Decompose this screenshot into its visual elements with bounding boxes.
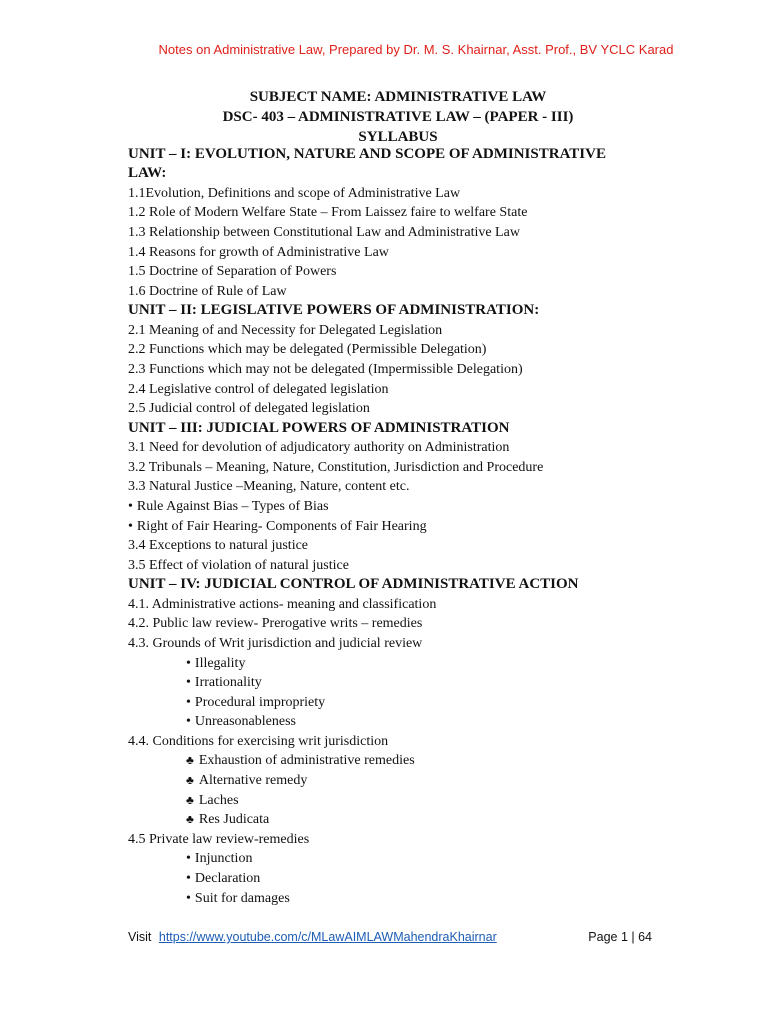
syllabus-item [128, 830, 648, 850]
line-text: 2.5 Judicial control of delegated legislation [128, 401, 370, 417]
syllabus-item [128, 184, 648, 204]
line-text: Suit for damages [194, 890, 290, 906]
subject-name-title: SUBJECT NAME: ADMINISTRATIVE LAW [249, 89, 547, 105]
line-text: Laches [198, 792, 239, 808]
bullet-item [128, 497, 648, 517]
line-text: Procedural impropriety [194, 694, 326, 710]
line-text: 2.4 Legislative control of delegated legislation [128, 381, 389, 397]
line-text: LAW: [128, 165, 167, 182]
club-bullet-icon: ♣ [186, 792, 194, 807]
page-header: Notes on Administrative Law, Prepared by Dr. M. S. Khairnar, Asst. Prof., BV YCLC Karad [158, 42, 674, 57]
syllabus-item [128, 458, 648, 478]
line-text: 3.1 Need for devolution of adjudicatory authority on Administration [128, 440, 510, 456]
line-text: Injunction [194, 851, 253, 867]
unit-heading [128, 419, 648, 438]
club-bullet-item [128, 751, 648, 771]
syllabus-item [128, 380, 648, 400]
bullet-icon: • [186, 675, 191, 691]
syllabus-item [128, 243, 648, 263]
unit-heading [128, 301, 648, 320]
line-text: Irrationality [194, 675, 262, 691]
bullet-icon: • [186, 714, 191, 730]
youtube-link[interactable]: https://www.youtube.com/c/MLawAIMLAWMahendraKhairnar [158, 930, 497, 944]
club-bullet-icon: ♣ [186, 773, 194, 788]
line-text: Rule Against Bias – Types of Bias [136, 498, 329, 514]
bullet-item [128, 712, 648, 732]
line-text: 3.4 Exceptions to natural justice [128, 538, 309, 554]
line-text: 3.2 Tribunals – Meaning, Nature, Constitution, Jurisdiction and Procedure [128, 459, 544, 475]
visit-label: Visit [128, 930, 152, 944]
syllabus-item [128, 595, 648, 615]
line-text: Res Judicata [198, 812, 270, 828]
syllabus-item [128, 203, 648, 223]
syllabus-item [128, 556, 648, 576]
line-text: 1.4 Reasons for growth of Administrative Law [128, 244, 389, 260]
line-text: Illegality [194, 655, 246, 671]
line-text: 3.5 Effect of violation of natural justice [128, 557, 349, 573]
bullet-item [128, 693, 648, 713]
paper-title: DSC- 403 – ADMINISTRATIVE LAW – (PAPER - III) [222, 109, 574, 125]
bullet-item [128, 517, 648, 537]
bullet-item [128, 654, 648, 674]
line-text: 1.3 Relationship between Constitutional Law and Administrative Law [128, 225, 520, 240]
syllabus-content [128, 145, 648, 908]
unit-heading [128, 164, 648, 183]
syllabus-item [128, 438, 648, 458]
syllabus-item [128, 340, 648, 360]
unit-heading [128, 145, 648, 164]
line-text: UNIT – III: JUDICIAL POWERS OF ADMINISTRATION [128, 419, 510, 436]
line-text: 4.3. Grounds of Writ jurisdiction and judicial review [128, 635, 423, 651]
bullet-icon: • [186, 694, 191, 710]
line-text: Exhaustion of administrative remedies [198, 753, 415, 769]
line-text: UNIT – I: EVOLUTION, NATURE AND SCOPE OF ADMINISTRATIVE [128, 146, 606, 162]
club-bullet-item [128, 771, 648, 791]
syllabus-title: SYLLABUS [358, 129, 438, 145]
syllabus-item [128, 732, 648, 752]
bullet-item [128, 673, 648, 693]
bullet-icon: • [186, 871, 191, 887]
line-text: UNIT – IV: JUDICIAL CONTROL OF ADMINISTRATIVE ACTION [128, 576, 579, 593]
line-text: 3.3 Natural Justice –Meaning, Nature, content etc. [128, 479, 410, 495]
bullet-icon: • [128, 498, 133, 514]
syllabus-item [128, 634, 648, 654]
club-bullet-icon: ♣ [186, 753, 194, 768]
line-text: 1.6 Doctrine of Rule of Law [128, 283, 287, 299]
club-bullet-item [128, 791, 648, 811]
line-text: Alternative remedy [198, 773, 308, 789]
syllabus-item [128, 536, 648, 556]
syllabus-item [128, 477, 648, 497]
line-text: 1.2 Role of Modern Welfare State – From Laissez faire to welfare State [128, 205, 528, 221]
syllabus-item [128, 282, 648, 302]
bullet-icon: • [128, 518, 133, 534]
bullet-icon: • [186, 851, 191, 867]
page-footer [128, 930, 652, 944]
line-text: 1.1Evolution, Definitions and scope of Administrative Law [128, 185, 461, 201]
line-text: 1.5 Doctrine of Separation of Powers [128, 264, 337, 280]
unit-heading [128, 575, 648, 594]
line-text: UNIT – II: LEGISLATIVE POWERS OF ADMINISTRATION: [128, 302, 540, 319]
line-text: 2.3 Functions which may not be delegated (Impermissible Delegation) [128, 361, 523, 377]
line-text: Declaration [194, 871, 261, 887]
line-text: 4.4. Conditions for exercising writ jurisdiction [128, 733, 389, 749]
line-text: 4.2. Public law review- Prerogative writs – remedies [128, 616, 423, 632]
line-text: 2.1 Meaning of and Necessity for Delegated Legislation [128, 322, 443, 338]
line-text: Unreasonableness [194, 714, 296, 730]
syllabus-item [128, 223, 648, 243]
syllabus-item [128, 614, 648, 634]
bullet-item [128, 849, 648, 869]
line-text: Right of Fair Hearing- Components of Fair Hearing [136, 518, 427, 534]
bullet-item [128, 889, 648, 909]
club-bullet-item [128, 810, 648, 830]
line-text: 2.2 Functions which may be delegated (Permissible Delegation) [128, 342, 487, 358]
page-number: Page 1 | 64 [588, 930, 652, 944]
syllabus-item [128, 360, 648, 380]
syllabus-item [128, 399, 648, 419]
syllabus-item [128, 262, 648, 282]
club-bullet-icon: ♣ [186, 812, 194, 827]
syllabus-item [128, 321, 648, 341]
bullet-icon: • [186, 890, 191, 906]
line-text: 4.5 Private law review-remedies [128, 831, 310, 847]
bullet-item [128, 869, 648, 889]
bullet-icon: • [186, 655, 191, 671]
line-text: 4.1. Administrative actions- meaning and classification [128, 596, 437, 612]
title-block [128, 87, 668, 147]
